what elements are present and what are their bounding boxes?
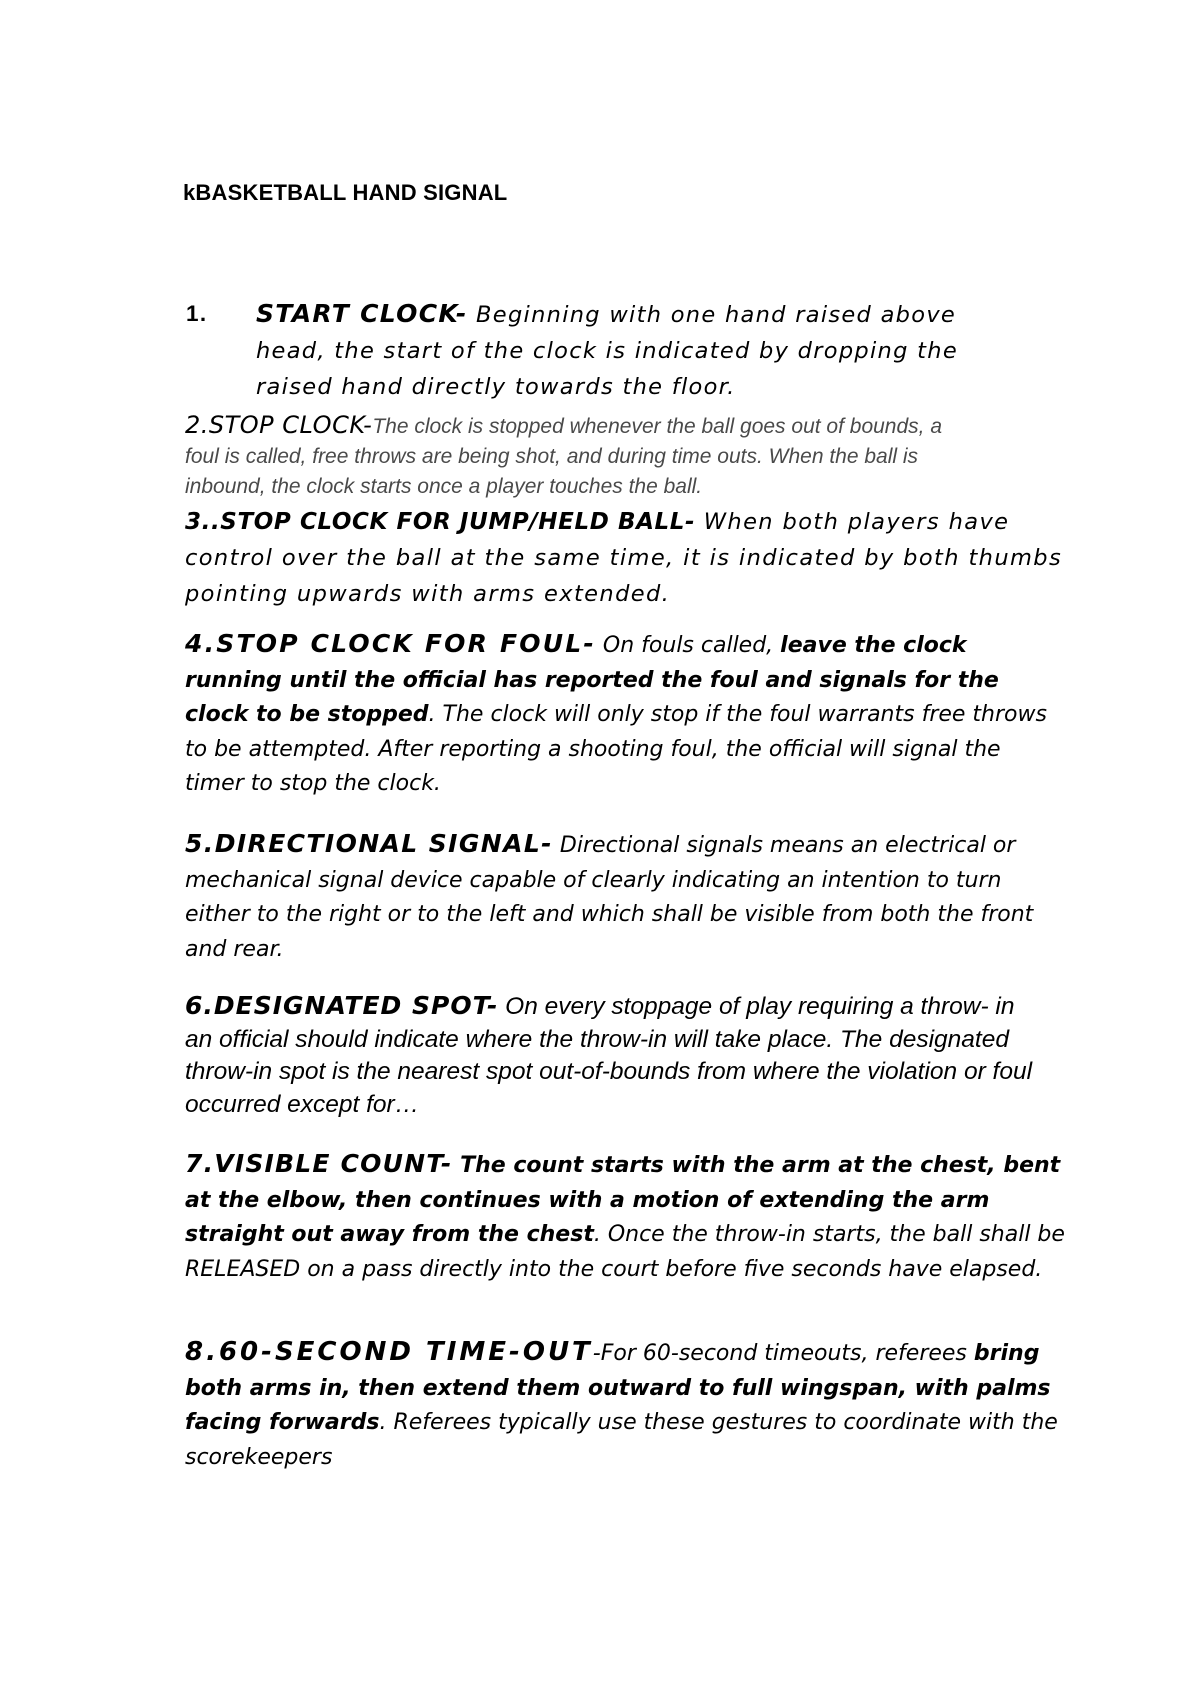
item-text: Directional signals means an electrical or mechanical signal device capable of clearly indicating an intention to turn either to the right or to the left and which shall be visible from both the front and rear. — [185, 833, 1034, 962]
signal-item-time-out — [185, 1335, 1065, 1475]
signal-item-designated-spot — [185, 990, 1045, 1121]
item-heading: 4.STOP CLOCK FOR FOUL- — [185, 629, 596, 658]
item-text: . Referees typically use these gestures to coordinate with the scorekeepers — [185, 1410, 1058, 1470]
item-heading: START CLOCK- — [256, 299, 468, 328]
item-text: On fouls called, — [595, 633, 781, 658]
item-text-bold: bring both arms in, then extend them outward to full wingspan, with palms facing forwards — [185, 1341, 1051, 1435]
item-heading: 7.VISIBLE COUNT- — [185, 1149, 453, 1178]
item-text: On every stoppage of play requiring a throw- in an official should indicate where the throw-in will take place. The designated throw-in spot is the nearest spot out-of-bounds from where the violation or foul occurred except for… — [185, 993, 1033, 1118]
item-heading: 8.60-SECOND TIME-OUT — [185, 1337, 593, 1367]
item-number: 1. — [186, 301, 208, 326]
document-title: kBASKETBALL HAND SIGNAL — [183, 180, 508, 205]
item-text: Beginning with one hand raised above head, the start of the clock is indicated by dropping the raised hand directly towards the floor. — [256, 302, 958, 400]
item-text: . Once the throw-in starts, the ball shall be RELEASED on a pass directly into the court before five seconds have elapsed. — [185, 1222, 1065, 1282]
signal-item-jump-held-ball — [185, 504, 1065, 612]
item-text: When both players have control over the ball at the same time, it is indicated by both thumbs pointing upwards with arms extended. — [185, 509, 1063, 607]
item-heading: 6.DESIGNATED SPOT- — [185, 991, 499, 1020]
signal-item-visible-count — [185, 1147, 1065, 1287]
signal-item-directional-signal — [185, 827, 1065, 967]
item-text: . The clock will only stop if the foul warrants free throws to be attempted. After reporting a shooting foul, the official will signal the timer to stop the clock. — [185, 702, 1047, 796]
item-heading: 2.STOP CLOCK- — [185, 411, 373, 439]
item-text: -For 60-second timeouts, referees — [592, 1341, 974, 1366]
signal-item-stop-clock — [185, 410, 975, 502]
item-heading: 3..STOP CLOCK FOR JUMP/HELD BALL- — [185, 509, 696, 535]
item-heading: 5.DIRECTIONAL SIGNAL- — [185, 829, 553, 858]
item-body — [220, 296, 980, 405]
signal-item-stop-clock-foul — [185, 627, 1065, 802]
item-text-bold: leave the clock running until the official has reported the foul and signals for the clock to be stopped — [185, 633, 999, 727]
item-text-bold: The count starts with the arm at the chest, bent at the elbow, then continues with a motion of extending the arm straight out away from the chest — [185, 1153, 1061, 1247]
signal-item-start-clock — [186, 296, 980, 405]
item-text: The clock is stopped whenever the ball goes out of bounds, a foul is called, free throws are being shot, and during time outs. When the ball is inbound, the clock starts once a player touches the ball. — [185, 415, 943, 498]
